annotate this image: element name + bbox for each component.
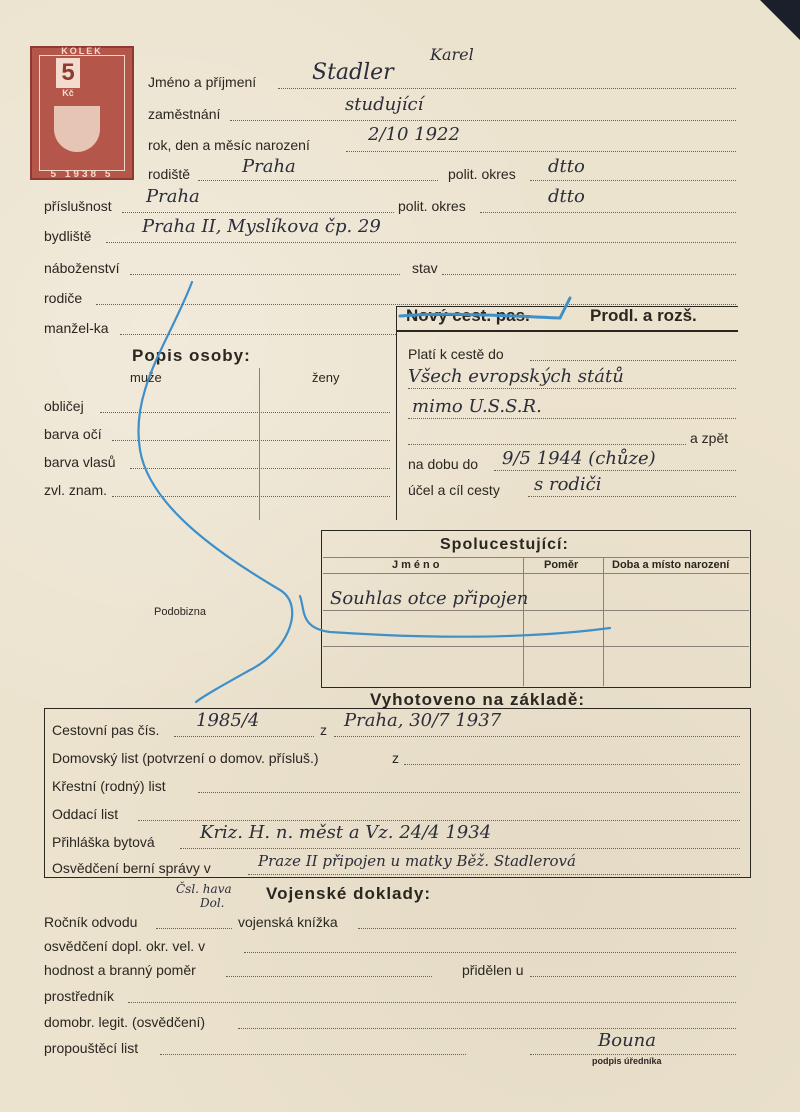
rank-label: hodnost a branný poměr — [44, 962, 196, 978]
birthdate-value: 2/10 1922 — [368, 124, 460, 145]
margin-note-1: Čsl. hava — [176, 882, 232, 896]
marital-status-label: stav — [412, 260, 438, 276]
spouse-label: manžel-ka — [44, 320, 109, 336]
residence-registration-label: Přihláška bytová — [52, 834, 155, 850]
passport-number-value: 1985/4 — [196, 710, 260, 731]
eye-color-label: barva očí — [44, 426, 102, 442]
hair-color-label: barva vlasů — [44, 454, 116, 470]
passport-from-value: Praha, 30/7 1937 — [344, 710, 502, 731]
residence-value: Praha II, Myslíkova čp. 29 — [142, 216, 381, 237]
marriage-certificate-label: Oddací list — [52, 806, 119, 822]
citizenship-district-value: dtto — [548, 186, 585, 207]
discharge-label: propouštěcí list — [44, 1040, 139, 1056]
purpose-value: s rodiči — [534, 474, 602, 495]
military-booklet-label: vojenská knížka — [238, 914, 338, 930]
valid-for-line2: mimo U.S.S.R. — [412, 396, 542, 417]
fellow-traveler-entry: Souhlas otce připojen — [330, 588, 529, 609]
first-name-value: Karel — [430, 45, 474, 64]
birthplace-district-label: polit. okres — [448, 166, 516, 182]
col-name-header: Jméno — [392, 559, 443, 571]
extension-label: Prodl. a rozš. — [590, 306, 697, 325]
intermediary-label: prostředník — [44, 988, 115, 1004]
new-passport-label: Nový cest. pas. — [406, 306, 530, 325]
col-birth-header: Doba a místo narození — [612, 559, 730, 571]
citizenship-label: příslušnost — [44, 198, 112, 214]
valid-for-label: Platí k cestě do — [408, 346, 504, 362]
assigned-to-label: přidělen u — [462, 962, 524, 978]
draft-year-label: Ročník odvodu — [44, 914, 138, 930]
occupation-value: studující — [345, 94, 424, 115]
birthplace-value: Praha — [242, 156, 296, 177]
valid-for-line1: Všech evropských států — [408, 366, 624, 387]
stamp-bottom-text: 5 1938 5 — [50, 169, 114, 180]
residence-registration-value: Kriz. H. n. měst a Vz. 24/4 1934 — [200, 822, 492, 843]
duration-value: 9/5 1944 (chůze) — [502, 448, 656, 469]
duration-label: na dobu do — [408, 456, 479, 472]
fellow-travelers-title: Spolucestující: — [440, 536, 569, 553]
passport-from-label: z — [320, 722, 327, 738]
person-description-title: Popis osoby: — [132, 346, 251, 365]
birthplace-district-value: dtto — [548, 156, 585, 177]
tax-certificate-value: Praze II připojen u matky Běž. Stadlerová — [258, 852, 576, 870]
surname-value: Stadler — [312, 60, 394, 85]
stamp-currency: Kč — [62, 88, 74, 98]
col-relation-header: Poměr — [544, 559, 579, 571]
parents-label: rodiče — [44, 290, 83, 306]
special-marks-label: zvl. znam. — [44, 482, 108, 498]
birthdate-label: rok, den a měsíc narození — [148, 137, 310, 153]
religion-label: náboženství — [44, 260, 120, 276]
military-documents-title: Vojenské doklady: — [266, 884, 432, 903]
birthplace-label: rodiště — [148, 166, 191, 182]
citizenship-value: Praha — [146, 186, 200, 207]
supplementary-district-label: osvědčení dopl. okr. vel. v — [44, 938, 206, 954]
official-signature-label: podpis úředníka — [592, 1056, 662, 1066]
residence-label: bydliště — [44, 228, 92, 244]
and-back-label: a zpět — [690, 430, 729, 446]
col-female-label: ženy — [312, 370, 340, 385]
citizenship-district-label: polit. okres — [398, 198, 466, 214]
face-label: obličej — [44, 398, 84, 414]
baptism-certificate-label: Křestní (rodný) list — [52, 778, 166, 794]
portrait-label: Podobizna — [154, 606, 206, 618]
domicile-from-label: z — [392, 750, 399, 766]
issued-based-on-title: Vyhotoveno na základě: — [370, 690, 586, 709]
stamp-value: 5 — [56, 58, 80, 88]
tax-certificate-label: Osvědčení berní správy v — [52, 860, 211, 876]
margin-note-2: Dol. — [200, 896, 225, 910]
purpose-label: účel a cíl cesty — [408, 482, 500, 498]
occupation-label: zaměstnání — [148, 106, 221, 122]
name-label: Jméno a příjmení — [148, 74, 257, 90]
stamp-top-text: KOLEK — [61, 46, 103, 56]
col-male-label: muže — [130, 370, 162, 385]
official-signature: Bouna — [598, 1030, 656, 1051]
home-guard-label: domobr. legit. (osvědčení) — [44, 1014, 206, 1030]
passport-number-label: Cestovní pas čís. — [52, 722, 160, 738]
domicile-certificate-label: Domovský list (potvrzení o domov. přísluš.) — [52, 750, 319, 766]
